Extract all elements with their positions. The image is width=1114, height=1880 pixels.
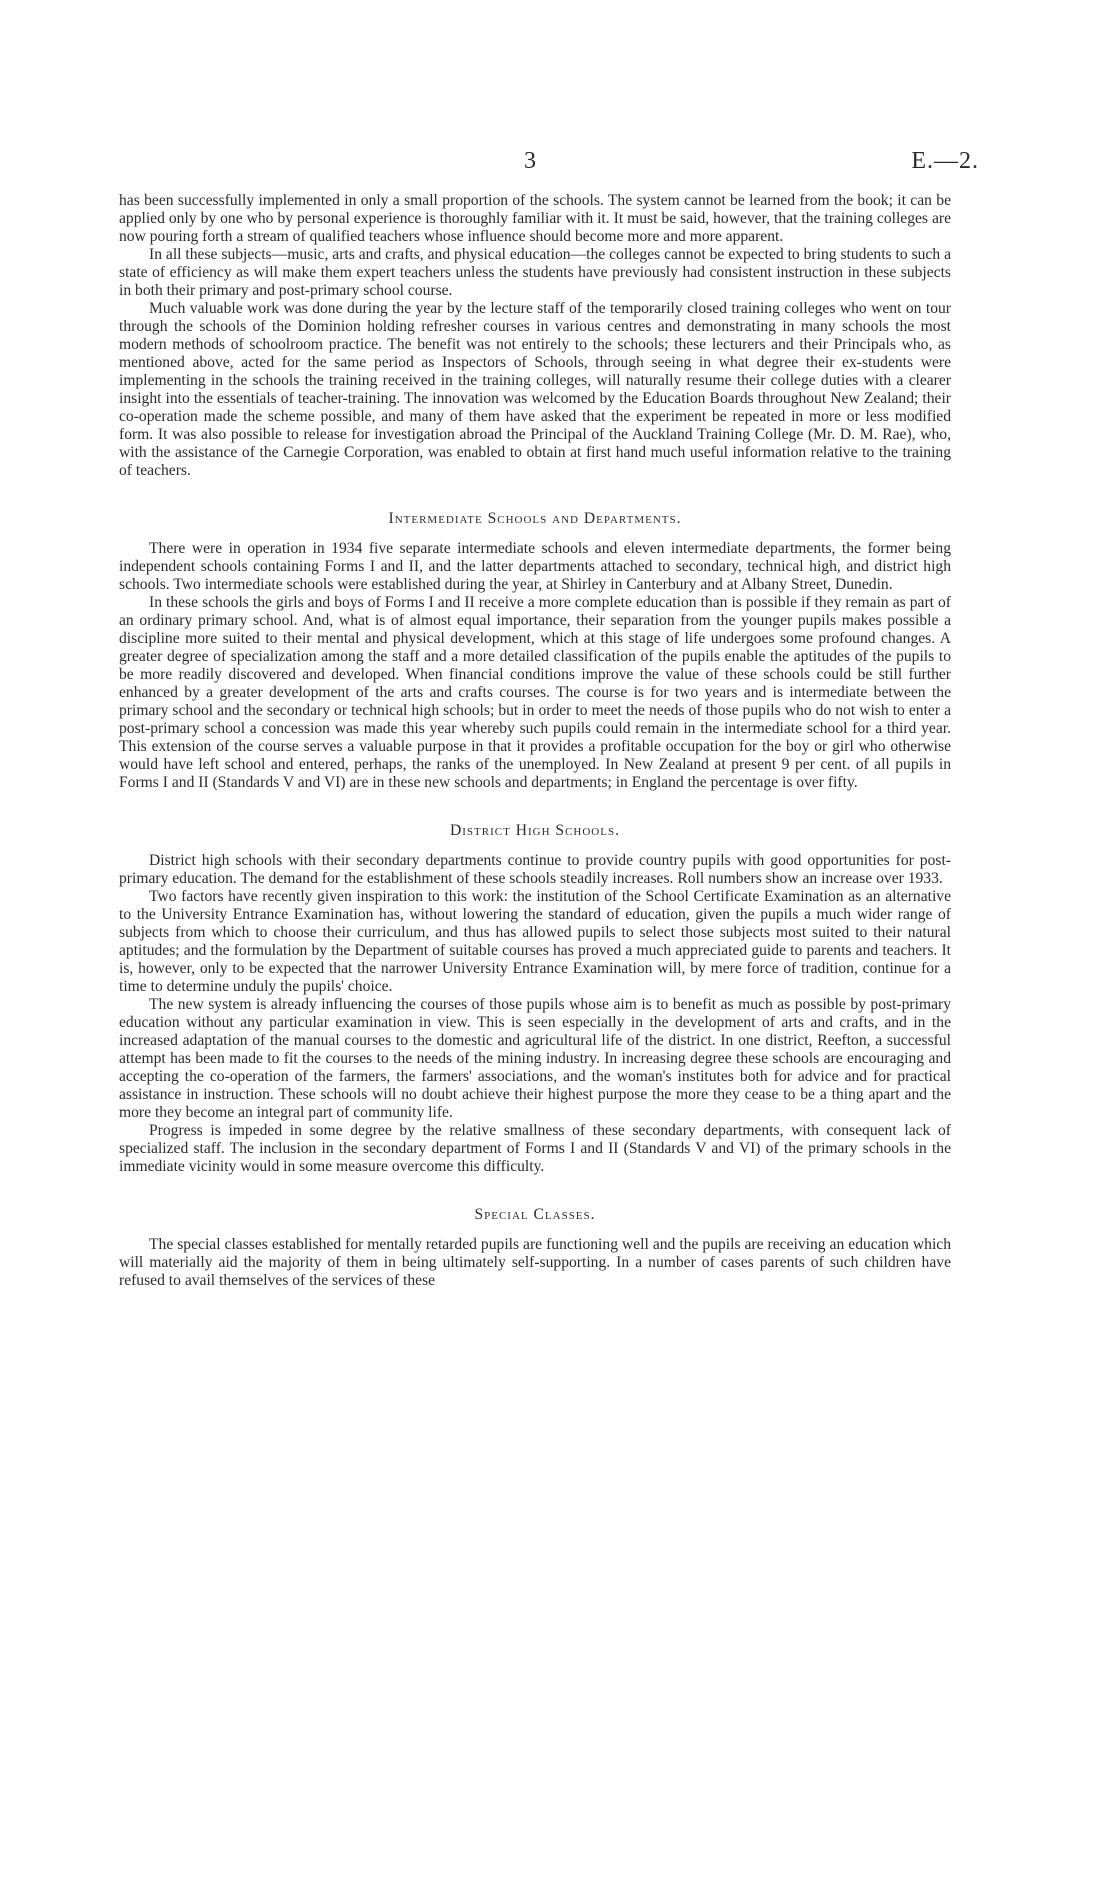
paragraph: has been successfully implemented in only a small proportion of the schools. The system cannot be learned from the book; it can be applied only by one who by personal experience is thoroughly familiar with it. It must be said, however, that the training colleges are now pouring forth a stream of qualified teachers whose influence should become more and more apparent. bbox=[119, 192, 951, 245]
paragraph: District high schools with their secondary departments continue to provide country pupils with good opportunities for post-primary education. The demand for the establishment of these schools steadily increases. Roll numbers show an increase over 1933. bbox=[119, 852, 951, 887]
paragraph: Two factors have recently given inspiration to this work: the institution of the School Certificate Examination as an alternative to the University Entrance Examination has, without lowering the standard of education, given the pupils a much wider range of subjects from which to choose their curriculum, and thus has allowed pupils to select those subjects most suited to their natural aptitudes; and the formulation by the Department of suitable courses has proved a much appreciated guide to parents and teachers. It is, however, only to be expected that the narrower University Entrance Examination will, by mere force of tradition, continue for a time to determine unduly the pupils' choice. bbox=[119, 888, 951, 995]
body-text bbox=[119, 192, 951, 1290]
paragraph: Progress is impeded in some degree by the relative smallness of these secondary departments, with consequent lack of specialized staff. The inclusion in the secondary department of Forms I and II (Standards V and VI) of the primary schools in the immediate vicinity would in some measure overcome this difficulty. bbox=[119, 1122, 951, 1175]
page-header bbox=[0, 148, 1114, 178]
section-heading-district-high-schools: District High Schools. bbox=[449, 822, 620, 839]
page-number: 3 bbox=[524, 148, 536, 174]
paragraph: In these schools the girls and boys of Forms I and II receive a more complete education than is possible if they remain as part of an ordinary primary school. And, what is of almost equal importance, their separation from the younger pupils makes possible a discipline more suited to their mental and physical development, which at this stage of life undergoes some profound changes. A greater degree of specialization among the staff and a more detailed classification of the pupils enable the aptitudes of the pupils to be more readily discovered and developed. When financial conditions improve the value of these schools could be still further enhanced by a greater development of the arts and crafts courses. The course is for two years and is intermediate between the primary school and the secondary or technical high schools; but in order to meet the needs of those pupils who do not wish to enter a post-primary school a concession was made this year whereby such pupils could remain in the intermediate school for a third year. This extension of the course serves a valuable purpose in that it provides a profitable occupation for the boy or girl who otherwise would have left school and entered, perhaps, the ranks of the unemployed. In New Zealand at present 9 per cent. of all pupils in Forms I and II (Standards V and VI) are in these new schools and departments; in England the percentage is over fifty. bbox=[119, 594, 951, 791]
paragraph: In all these subjects—music, arts and crafts, and physical education—the colleges cannot be expected to bring students to such a state of efficiency as will make them expert teachers unless the students have previously had consistent instruction in these subjects in both their primary and post-primary school course. bbox=[119, 246, 951, 299]
section-heading-intermediate-schools: Intermediate Schools and Departments. bbox=[388, 510, 682, 527]
document-reference: E.—2. bbox=[911, 148, 979, 174]
paragraph: Much valuable work was done during the year by the lecture staff of the temporarily closed training colleges who went on tour through the schools of the Dominion holding refresher courses in various centres and demonstrating in many schools the most modern methods of schoolroom practice. The benefit was not entirely to the schools; these lecturers and their Principals who, as mentioned above, acted for the same period as Inspectors of Schools, through seeing in what degree their ex-students were implementing in the schools the training received in the training colleges, will naturally resume their college duties with a clearer insight into the essentials of teacher-training. The innovation was welcomed by the Education Boards throughout New Zealand; their co-operation made the scheme possible, and many of them have asked that the experiment be repeated in more or less modified form. It was also possible to release for investigation abroad the Principal of the Auckland Training College (Mr. D. M. Rae), who, with the assistance of the Carnegie Corporation, was enabled to obtain at first hand much useful information relative to the training of teachers. bbox=[119, 300, 951, 479]
paragraph: The new system is already influencing the courses of those pupils whose aim is to benefit as much as possible by post-primary education without any particular examination in view. This is seen especially in the development of arts and crafts, and in the increased adaptation of the manual courses to the domestic and agricultural life of the district. In one district, Reefton, a successful attempt has been made to fit the courses to the needs of the mining industry. In increasing degree these schools are encouraging and accepting the co-operation of the farmers, the farmers' associations, and the woman's institutes both for advice and for practical assistance in instruction. These schools will no doubt achieve their highest purpose the more they cease to be a thing apart and the more they become an integral part of community life. bbox=[119, 996, 951, 1121]
paragraph: The special classes established for mentally retarded pupils are functioning well and the pupils are receiving an education which will materially aid the majority of them in being ultimately self-supporting. In a number of cases parents of such children have refused to avail themselves of the services of these bbox=[119, 1236, 951, 1289]
paragraph: There were in operation in 1934 five separate intermediate schools and eleven intermediate departments, the former being independent schools containing Forms I and II, and the latter departments attached to secondary, technical high, and district high schools. Two intermediate schools were established during the year, at Shirley in Canterbury and at Albany Street, Dunedin. bbox=[119, 540, 951, 593]
section-heading-special-classes: Special Classes. bbox=[474, 1206, 596, 1223]
